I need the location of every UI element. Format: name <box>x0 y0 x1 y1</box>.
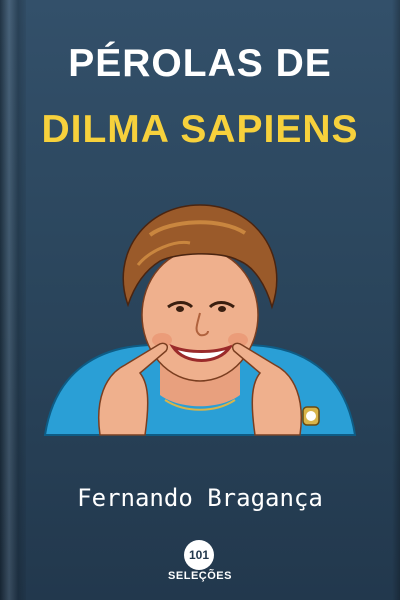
publisher-name: SELEÇÕES <box>168 570 232 582</box>
title-line-1: PÉROLAS DE <box>68 42 332 85</box>
publisher-logo-number: 101 <box>188 548 210 562</box>
title-line-2: DILMA SAPIENS <box>41 108 359 151</box>
author-name: Fernando Bragança <box>77 484 323 512</box>
cover-illustration <box>40 195 360 440</box>
publisher-logo-badge <box>184 540 214 570</box>
